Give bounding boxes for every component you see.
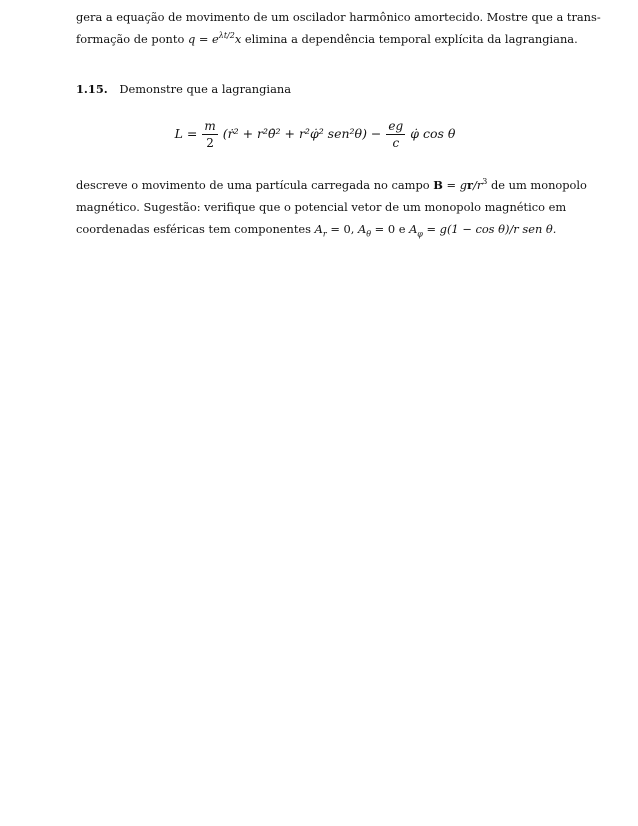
fraction-m-over-2: [202, 120, 217, 149]
math-exponent: 3: [482, 177, 488, 187]
problem-1-15: [76, 78, 554, 100]
fraction-numerator: eg: [388, 119, 404, 133]
equation-tail: φ̇ cos θ: [410, 126, 456, 142]
math-subscript: r: [322, 229, 327, 239]
fraction-numerator: m: [204, 119, 216, 133]
math-subscript: φ: [417, 229, 423, 239]
math-expression: /r: [473, 178, 483, 192]
math-expression: q = e: [187, 32, 219, 46]
paragraph-top: [76, 6, 601, 50]
paragraph-top-line-1: gera a equação de movimento de um oscilador harmônico amortecido. Mostre que a trans-: [76, 10, 601, 24]
math-variable: x: [234, 32, 242, 46]
text-segment: coordenadas esféricas tem componentes: [76, 222, 315, 236]
paragraph-bottom-line-3: [76, 218, 557, 240]
math-subscript: θ: [366, 229, 372, 239]
paragraph-bottom-line-1: [76, 174, 587, 196]
text-segment: de um monopolo: [487, 178, 587, 192]
fraction-denominator: 2: [206, 136, 214, 150]
equation-body: (ṙ² + r²θ̇² + r²φ̇² sen²θ) −: [222, 126, 382, 142]
paragraph-top-line-2: [76, 28, 578, 50]
text-segment: = 0,: [326, 222, 358, 236]
math-expression: = g: [442, 178, 467, 192]
paragraph-bottom: [76, 174, 587, 240]
math-expression: = g(1 − cos θ)/r sen θ.: [422, 222, 557, 236]
equation-row: [175, 120, 456, 149]
document-page: [76, 6, 601, 240]
paragraph-bottom-line-2: magnético. Sugestão: verifique que o potencial vetor de um monopolo magnético em: [76, 200, 567, 214]
text-segment: = 0: [371, 222, 396, 236]
math-bold-symbol: B: [433, 178, 443, 192]
equation-lhs: L =: [174, 126, 198, 142]
math-bold-symbol: r: [466, 178, 473, 192]
problem-number: 1.15.: [76, 82, 108, 96]
math-variable: A: [409, 222, 418, 236]
text-segment: e: [395, 222, 410, 236]
problem-intro: Demonstre que a lagrangiana: [119, 82, 291, 96]
text-segment: formação de ponto: [76, 32, 188, 46]
math-variable: A: [314, 222, 323, 236]
lagrangian-equation: [76, 108, 554, 166]
text-segment: elimina a dependência temporal explícita da lagrangiana.: [241, 32, 578, 46]
fraction-denominator: c: [392, 136, 400, 150]
math-variable: A: [357, 222, 367, 236]
text-segment: descreve o movimento de uma partícula carregada no campo: [76, 178, 434, 192]
fraction-eg-over-c: [386, 120, 405, 149]
math-exponent: λt/2: [218, 31, 235, 41]
